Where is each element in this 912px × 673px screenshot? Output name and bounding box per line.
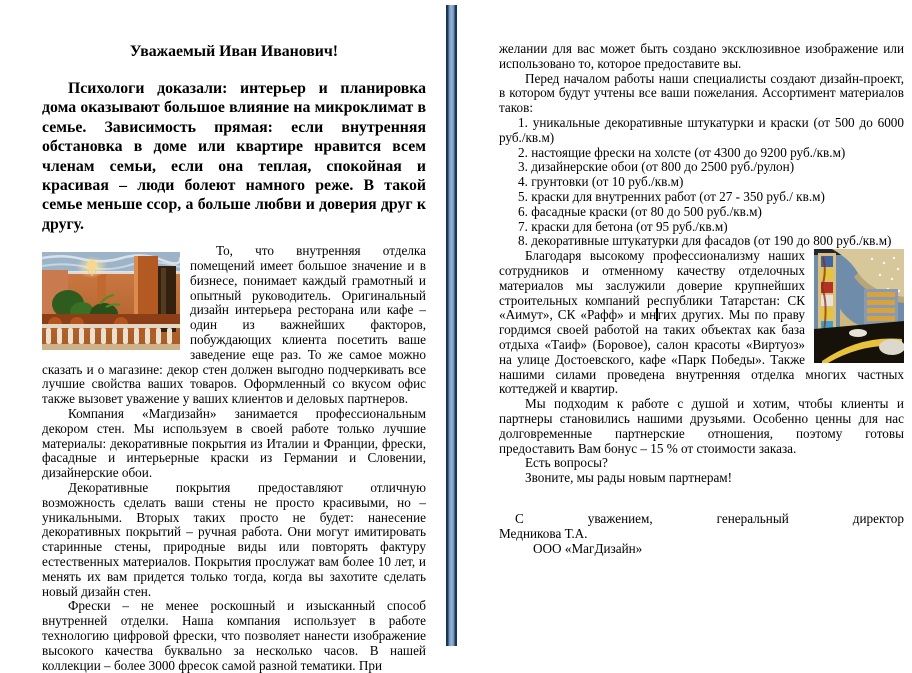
price-item-4[interactable]: 4. грунтовки (от 10 руб./кв.м) bbox=[518, 174, 684, 190]
intro-paragraph[interactable]: Психологи доказали: интерьер и планировка дома оказывают большое влияние на микроклимат в семье. Зависимость прямая: если внутренняя обстановка в доме или квартире нравится всем членам семьи, если она теплая, спокойная и красивая – люди болеют намного реже. В такой семье меньше ссор, а больше любви и доверия друг к другу. bbox=[42, 80, 426, 233]
price-item-1[interactable]: 1. уникальные декоративные штукатурки и краски (от 500 до 6000 руб./кв.м) bbox=[499, 114, 904, 145]
paragraph-continuation[interactable]: желании для вас может быть создано эксклюзивное изображение или использовано то, которое предоставите вы. bbox=[499, 41, 904, 71]
page-right[interactable] bbox=[457, 0, 912, 656]
price-item-7[interactable]: 7. краски для бетона (от 95 руб./кв.м) bbox=[518, 218, 728, 234]
signature-name-line[interactable]: Медникова Т.А. bbox=[499, 525, 588, 541]
questions-line[interactable]: Есть вопросы? bbox=[525, 455, 608, 471]
paragraph-business[interactable] bbox=[42, 244, 426, 407]
price-list bbox=[499, 116, 904, 249]
price-item-6[interactable]: 6. фасадные краски (от 80 до 500 руб./кв.м) bbox=[518, 203, 762, 219]
call-line[interactable]: Звоните, мы рады новым партнерам! bbox=[525, 470, 733, 486]
signature-title-line[interactable]: С уважением, генеральный директор bbox=[515, 510, 904, 526]
price-item-2[interactable]: 2. настоящие фрески на холсте (от 4300 до 9200 руб./кв.м) bbox=[518, 144, 846, 160]
price-item-8[interactable]: 8. декоративные штукатурки для фасадов (от 190 до 800 руб./кв.м) bbox=[518, 233, 892, 249]
paragraph-partnership[interactable]: Мы подходим к работе с душой и хотим, чтобы клиенты и партнеры становились нашими друзьями. Особенно ценны для нас долговременные партнерские отношения, поэтому готовы предоставить Вам бонус – 15 % от стоимости заказа. bbox=[499, 396, 904, 456]
page-left[interactable] bbox=[0, 0, 446, 673]
page-divider bbox=[446, 5, 457, 646]
paragraph-coatings[interactable]: Декоративные покрытия предоставляют отличную возможность сделать ваши стены не просто красивыми, но – уникальными. Вторых таких просто не будет: нанесение декоративных покрытий – ручная работа. Они могут имитировать старинные стены, природные виды или повторять фактуру естественных материалов. Покрытия прослужат вам более 10 лет, и менять их вам придется только тогда, когда вы захотите сделать новый дизайн стен. bbox=[42, 480, 426, 599]
paragraph-business-text: То, что внутренняя отделка помещений имеет большое значение и в бизнесе, понимает каждый грамотный и опытный руководитель. Оригинальный дизайн интерьера ресторана или кафе – один из важнейших факторов, побуждающих клиента посетить ваше заведение еще раз. То же самое можно сказать и о магазине: декор стен должен выгодно подчеркивать все лучшие свойства ваших товаров. Оформленный со вкусом офис также вызовет уважение у ваших клиентов и деловых партнеров. bbox=[42, 243, 426, 407]
restaurant-interior-photo[interactable] bbox=[42, 252, 180, 350]
greeting-heading[interactable]: Уважаемый Иван Иванович! bbox=[129, 43, 339, 60]
signature-block bbox=[499, 512, 904, 556]
paragraph-clients[interactable] bbox=[499, 249, 904, 397]
paragraph-frescoes[interactable]: Фрески – не менее роскошный и изысканный способ внутренней отделки. Наша компания использует в работе технологию цифровой фрески, что позволяет нанести изображение высокого качества буквально за несколько часов. В нашей коллекции – более 3000 фресок самой разной тематики. При bbox=[42, 598, 426, 673]
signature-company-line[interactable]: ООО «МагДизайн» bbox=[533, 540, 643, 556]
price-item-5[interactable]: 5. краски для внутренних работ (от 27 - 350 руб./ кв.м) bbox=[518, 188, 825, 204]
paragraph-clients-text-after: гих других. Мы по праву гордимся своей работой на таких объектах как база отдыха «Таиф» (Боровое), салон красоты «Виртуоз» на улице Достоевского, кафе «Парк Победы». Также нашими силами проведена внутренняя отделка многих частных коттеджей и квартир. bbox=[499, 307, 904, 397]
price-item-3[interactable]: 3. дизайнерские обои (от 800 до 2500 руб./рулон) bbox=[518, 159, 795, 175]
paragraph-company[interactable]: Компания «Магдизайн» занимается профессиональным декором стен. Мы используем в своей работе только лучшие материалы: декоративные покрытия из Италии и Франции, фрески, фасадные и интерьерные краски из Германии и Словении, дизайнерские обои. bbox=[42, 406, 426, 481]
paragraph-materials-intro[interactable]: Перед началом работы наши специалисты создают дизайн-проект, в котором будут учтены все ваши пожелания. Ассортимент материалов таков: bbox=[499, 70, 904, 116]
paragraph-clients-text-before: Благодаря высокому профессионализму наших сотрудников и отменному качеству отделочных материалов мы заслужили доверие крупнейших строительных компаний республики Татарстан: СК «Аимут», СК «Рафф» и мн bbox=[499, 248, 805, 323]
modern-interior-photo[interactable] bbox=[814, 249, 904, 363]
